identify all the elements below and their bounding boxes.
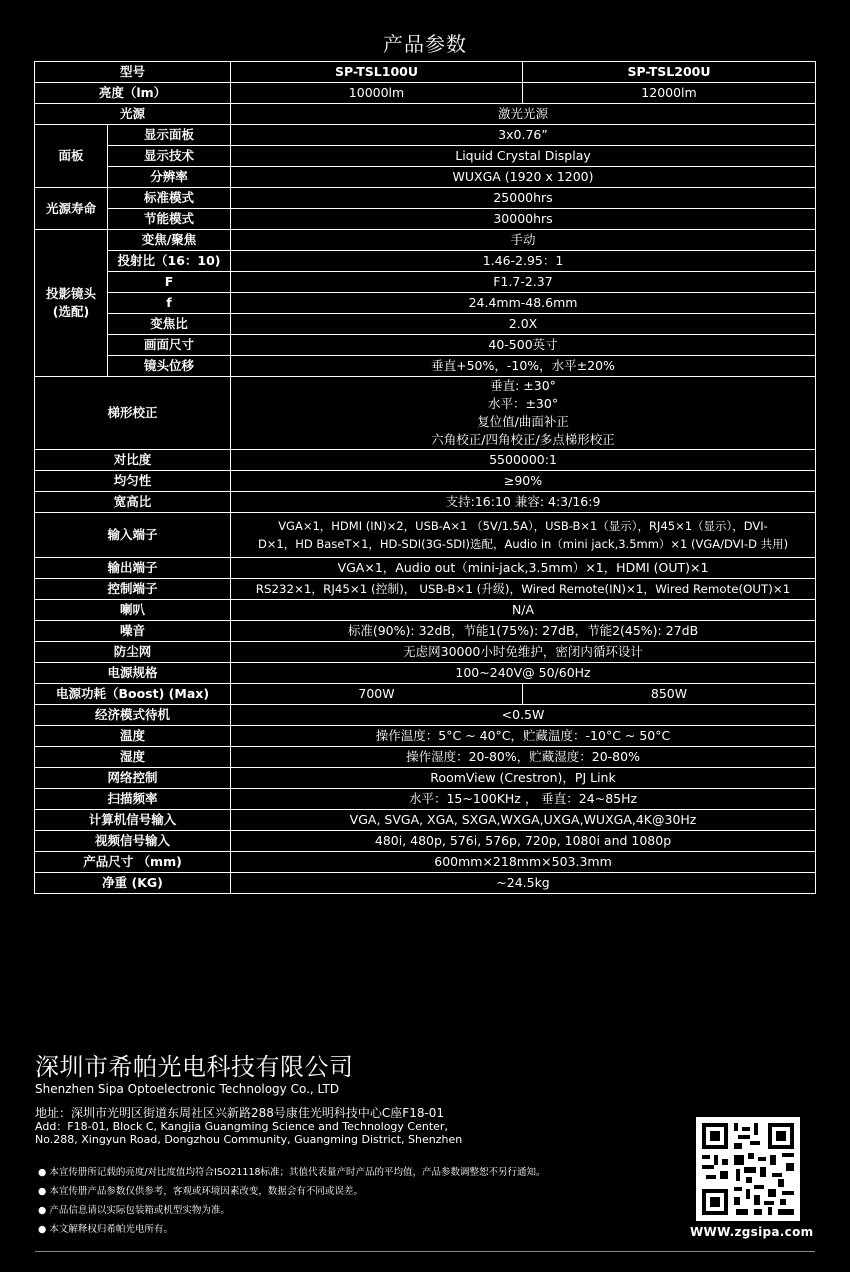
table-row — [35, 272, 816, 293]
table-row — [35, 747, 816, 768]
row-value: 480i, 480p, 576i, 576p, 720p, 1080i and 1080p — [231, 831, 816, 852]
table-row — [35, 831, 816, 852]
row-value: RoomView (Crestron)，PJ Link — [231, 768, 816, 789]
model-name: SP-TSL200U — [523, 62, 816, 83]
note-item: ● 本宣传册产品参数仅供参考，客观或环境因素改变，数据会有不同或误差。 — [38, 1186, 363, 1197]
row-value: RS232×1，RJ45×1 (控制)， USB-B×1 (升级)，Wired Remote(IN)×1，Wired Remote(OUT)×1 — [231, 579, 816, 600]
row-label: 输出端子 — [35, 558, 231, 579]
row-value: 30000hrs — [231, 209, 816, 230]
spec-table — [34, 61, 816, 894]
table-row — [35, 726, 816, 747]
model-name: SP-TSL100U — [231, 62, 523, 83]
table-row — [35, 335, 816, 356]
row-value: ≥90% — [231, 471, 816, 492]
row-value: 水平：15~100KHz ， 垂直：24~85Hz — [231, 789, 816, 810]
row-label: 湿度 — [35, 747, 231, 768]
row-label: 喇叭 — [35, 600, 231, 621]
bullet-icon: ● — [38, 1224, 50, 1235]
website-link[interactable]: WWW.zgsipa.com — [690, 1225, 814, 1239]
table-row — [35, 104, 816, 125]
table-row — [35, 356, 816, 377]
row-label: 节能模式 — [108, 209, 231, 230]
row-label: 变焦/聚焦 — [108, 230, 231, 251]
row-label: 变焦比 — [108, 314, 231, 335]
row-value: F1.7-2.37 — [231, 272, 816, 293]
keystone-line: 水平：±30° — [487, 396, 559, 411]
group-label: 面板 — [35, 125, 108, 188]
company-name-en: Shenzhen Sipa Optoelectronic Technology Co., LTD — [35, 1082, 340, 1096]
lens-label: 投影镜头 — [45, 286, 96, 301]
row-label: 标准模式 — [108, 188, 231, 209]
table-row — [35, 789, 816, 810]
row-label: 温度 — [35, 726, 231, 747]
group-label: 光源寿命 — [35, 188, 108, 230]
table-row — [35, 558, 816, 579]
table-row — [35, 377, 816, 450]
row-value: Liquid Crystal Display — [231, 146, 816, 167]
table-row — [35, 209, 816, 230]
row-label: F — [108, 272, 231, 293]
row-value — [231, 513, 816, 558]
bullet-icon: ● — [38, 1167, 50, 1178]
table-row — [35, 513, 816, 558]
row-value: 5500000:1 — [231, 450, 816, 471]
table-row — [35, 642, 816, 663]
note-item: ● 本文解释权归希帕光电所有。 — [38, 1224, 173, 1235]
table-row — [35, 684, 816, 705]
row-label: 电源规格 — [35, 663, 231, 684]
row-value: 24.4mm-48.6mm — [231, 293, 816, 314]
notes-list — [38, 1163, 546, 1239]
row-label: 型号 — [35, 62, 231, 83]
keystone-line: 复位值/曲面补正 — [477, 414, 569, 429]
row-value: 850W — [523, 684, 816, 705]
row-value: ~24.5kg — [231, 873, 816, 894]
input-line: D×1，HD BaseT×1，HD-SDI(3G-SDI)选配，Audio in（mini jack,3.5mm）×1 (VGA/DVI-D 共用) — [257, 537, 789, 551]
row-label: 光源 — [35, 104, 231, 125]
row-value: 100~240V@ 50/60Hz — [231, 663, 816, 684]
row-label: 宽高比 — [35, 492, 231, 513]
table-row — [35, 188, 816, 209]
table-row — [35, 621, 816, 642]
row-label: 经济模式待机 — [35, 705, 231, 726]
row-value: 手动 — [231, 230, 816, 251]
address-en-line: Add：F18-01, Block C, Kangjia Guangming Science and Technology Center, — [35, 1120, 448, 1133]
row-label: 画面尺寸 — [108, 335, 231, 356]
table-row — [35, 873, 816, 894]
row-label: 防尘网 — [35, 642, 231, 663]
row-label: 输入端子 — [35, 513, 231, 558]
row-value: 3x0.76” — [231, 125, 816, 146]
table-row — [35, 125, 816, 146]
row-value: 12000lm — [523, 83, 816, 104]
keystone-line: 垂直: ±30° — [490, 378, 556, 393]
qr-code-icon[interactable] — [696, 1117, 800, 1221]
table-row — [35, 663, 816, 684]
row-value: 操作温度：5°C ~ 40°C，贮藏温度：-10°C ~ 50°C — [231, 726, 816, 747]
row-value: 25000hrs — [231, 188, 816, 209]
row-value: 10000lm — [231, 83, 523, 104]
lens-label-optional: (选配) — [52, 304, 90, 319]
group-label — [35, 230, 108, 377]
row-value: WUXGA (1920 x 1200) — [231, 167, 816, 188]
table-row — [35, 293, 816, 314]
row-label: 噪音 — [35, 621, 231, 642]
table-row — [35, 167, 816, 188]
row-value: 标准(90%): 32dB，节能1(75%): 27dB，节能2(45%): 27dB — [231, 621, 816, 642]
row-label: 视频信号输入 — [35, 831, 231, 852]
bullet-icon: ● — [38, 1186, 50, 1197]
row-label: 均匀性 — [35, 471, 231, 492]
table-row — [35, 146, 816, 167]
row-label: 亮度（lm） — [35, 83, 231, 104]
row-value: 无虑网30000小时免维护，密闭内循环设计 — [231, 642, 816, 663]
address-cn: 地址：深圳市光明区街道东周社区兴新路288号康佳光明科技中心C座F18-01 — [35, 1106, 445, 1120]
row-value: 40-500英寸 — [231, 335, 816, 356]
page-title: 产品参数 — [383, 32, 467, 56]
row-value: 操作湿度：20-80%，贮藏湿度：20-80% — [231, 747, 816, 768]
row-label: 网络控制 — [35, 768, 231, 789]
table-row — [35, 852, 816, 873]
row-label: 对比度 — [35, 450, 231, 471]
row-label: 控制端子 — [35, 579, 231, 600]
row-value: 垂直+50%，-10%，水平±20% — [231, 356, 816, 377]
table-row — [35, 83, 816, 104]
row-value: 1.46-2.95：1 — [231, 251, 816, 272]
row-label: 扫描频率 — [35, 789, 231, 810]
row-value: 支持:16:10 兼容: 4:3/16:9 — [231, 492, 816, 513]
table-row — [35, 705, 816, 726]
divider — [35, 1251, 815, 1252]
table-row — [35, 810, 816, 831]
row-value: 600mm×218mm×503.3mm — [231, 852, 816, 873]
row-label: f — [108, 293, 231, 314]
row-label: 镜头位移 — [108, 356, 231, 377]
row-value: 激光光源 — [231, 104, 816, 125]
address-en-line: No.288, Xingyun Road, Dongzhou Community, Guangming District, Shenzhen — [35, 1132, 463, 1146]
row-label: 显示面板 — [108, 125, 231, 146]
table-row — [35, 450, 816, 471]
row-value: <0.5W — [231, 705, 816, 726]
table-row — [35, 62, 816, 83]
row-label: 计算机信号输入 — [35, 810, 231, 831]
row-value: N/A — [231, 600, 816, 621]
company-name-cn: 深圳市希帕光电科技有限公司 — [35, 1053, 354, 1081]
table-row — [35, 579, 816, 600]
table-row — [35, 768, 816, 789]
input-line: VGA×1，HDMI (IN)×2，USB-A×1 （5V/1.5A），USB-B×1（显示），RJ45×1（显示），DVI- — [278, 519, 768, 533]
row-value: 700W — [231, 684, 523, 705]
row-value: VGA×1，Audio out（mini-jack,3.5mm）×1，HDMI (OUT)×1 — [231, 558, 816, 579]
table-row — [35, 600, 816, 621]
row-label: 产品尺寸 （mm) — [35, 852, 231, 873]
row-label: 投射比（16：10) — [108, 251, 231, 272]
table-row — [35, 251, 816, 272]
bullet-icon: ● — [38, 1205, 50, 1216]
table-row — [35, 314, 816, 335]
row-label: 分辨率 — [108, 167, 231, 188]
keystone-line: 六角校正/四角校正/多点梯形校正 — [431, 432, 615, 447]
row-label: 净重 (KG) — [35, 873, 231, 894]
row-value: 2.0X — [231, 314, 816, 335]
row-label: 梯形校正 — [35, 377, 231, 450]
note-item: ● 本宣传册所记载的亮度/对比度值均符合ISO21118标准；其值代表量产时产品的平均值，产品参数调整恕不另行通知。 — [38, 1167, 546, 1178]
note-item: ● 产品信息请以实际包装箱或机型实物为准。 — [38, 1205, 230, 1216]
company-block — [35, 1052, 354, 1096]
table-row — [35, 230, 816, 251]
address-block — [35, 1106, 462, 1146]
row-value: VGA, SVGA, XGA, SXGA,WXGA,UXGA,WUXGA,4K@30Hz — [231, 810, 816, 831]
table-row — [35, 492, 816, 513]
row-label: 电源功耗（Boost) (Max) — [35, 684, 231, 705]
row-value — [231, 377, 816, 450]
table-row — [35, 471, 816, 492]
row-label: 显示技术 — [108, 146, 231, 167]
